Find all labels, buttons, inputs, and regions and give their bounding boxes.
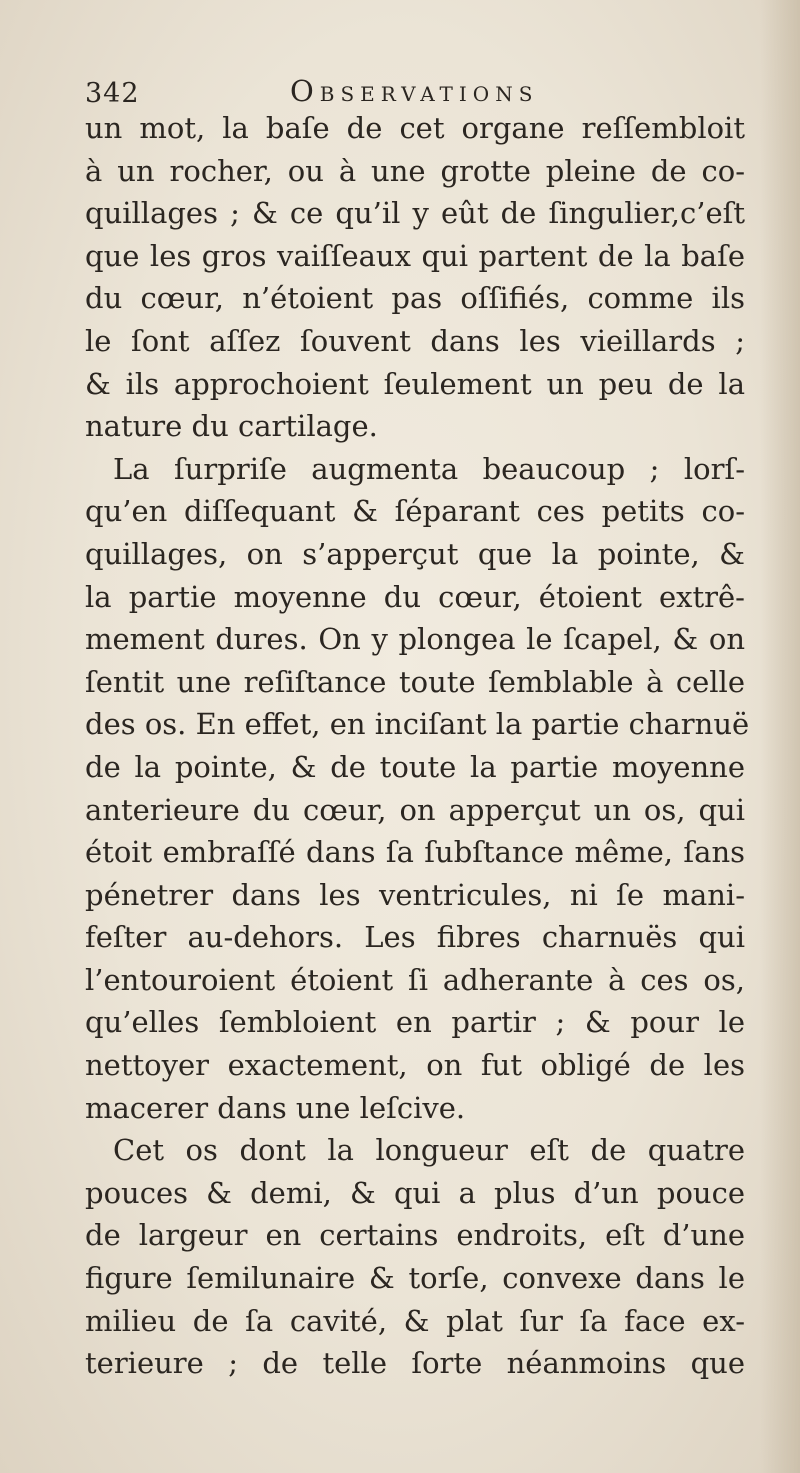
text-line: Cet os dont la longueur eſt de quatre — [113, 1133, 745, 1168]
text-line: ſentit une reſiſtance toute ſemblable à celle — [85, 664, 745, 699]
text-line: nettoyer exactement, on fut obligé de les — [85, 1048, 745, 1083]
text-line: nature du cartilage. — [85, 409, 378, 444]
body-text — [85, 107, 750, 1385]
text-line: La ſurpriſe augmenta beaucoup ; lorſ- — [113, 451, 745, 486]
text-line: feſter au-dehors. Les fibres charnuës qui — [85, 920, 745, 955]
text-line: quillages ; & ce qu’il y eût de ſingulier,c’eſt — [85, 196, 745, 231]
text-line: l’entouroient étoient ſi adherante à ces os, — [85, 962, 745, 997]
text-line: de la pointe, & de toute la partie moyenne — [85, 749, 745, 784]
text-line: terieure ; de telle ſorte néanmoins que — [85, 1346, 745, 1381]
text-line: qu’en diſſequant & ſéparant ces petits co- — [85, 494, 745, 529]
text-line: pénetrer dans les ventricules, ni ſe mani- — [85, 877, 745, 912]
text-line: de largeur en certains endroits, eſt d’une — [85, 1218, 745, 1253]
text-line: macerer dans une leſcive. — [85, 1090, 466, 1125]
text-line: le ſont aſſez ſouvent dans les vieillards ; — [85, 323, 745, 358]
text-line: à un rocher, ou à une grotte pleine de co- — [85, 153, 745, 188]
text-line: étoit embraſſé dans ſa ſubſtance même, ſans — [85, 835, 745, 870]
running-title: Observations — [290, 74, 539, 108]
text-line: qu’elles ſembloient en partir ; & pour le — [85, 1005, 745, 1040]
text-line: quillages, on s’apperçut que la pointe, & — [85, 536, 745, 571]
text-line: mement dures. On y plongea le ſcapel, & on — [85, 622, 745, 657]
text-line: la partie moyenne du cœur, étoient extrê- — [85, 579, 745, 614]
page-number: 342 — [85, 78, 140, 109]
text-line: que les gros vaiſſeaux qui partent de la baſe — [85, 238, 745, 273]
text-line: du cœur, n’étoient pas oſſifiés, comme ils — [85, 281, 745, 316]
page-edge-shadow — [760, 0, 800, 1473]
text-line: & ils approchoient ſeulement un peu de la — [85, 366, 745, 401]
text-line: des os. En effet, en inciſant la partie charnuë — [85, 707, 750, 742]
text-line: pouces & demi, & qui a plus d’un pouce — [85, 1175, 745, 1210]
text-line: anterieure du cœur, on apperçut un os, qui — [85, 792, 745, 827]
text-line: un mot, la baſe de cet organe reſſembloit — [85, 111, 745, 145]
text-line: figure ſemilunaire & torſe, convexe dans le — [85, 1261, 745, 1296]
text-line: milieu de ſa cavité, & plat ſur ſa face ex- — [85, 1303, 745, 1338]
